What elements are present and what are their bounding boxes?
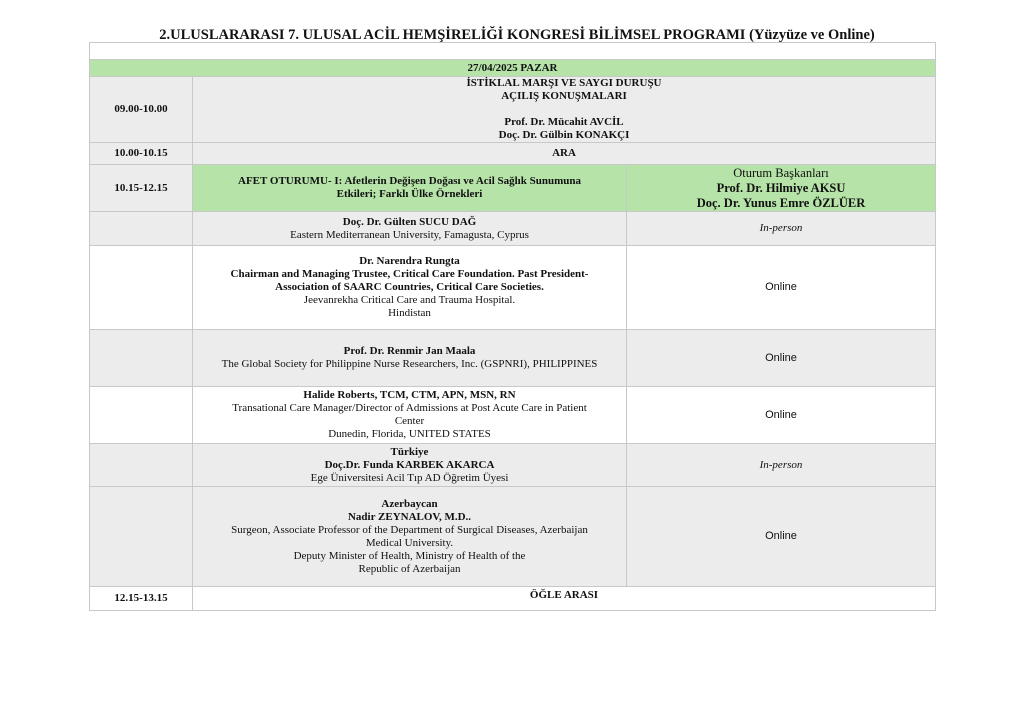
speaker-affiliation: Republic of Azerbaijan — [358, 562, 461, 575]
lunch-time: 12.15-13.15 — [90, 587, 193, 611]
speaker-name: Nadir ZEYNALOV, M.D.. — [347, 510, 472, 523]
break-time: 10.00-10.15 — [90, 143, 193, 165]
speaker-country: Azerbaycan — [381, 497, 438, 510]
session-title — [193, 165, 627, 212]
speaker-3 — [193, 330, 627, 387]
speaker-mode: In-person — [627, 444, 936, 487]
session-title-line2: Etkileri; Farklı Ülke Örnekleri — [336, 188, 483, 200]
speaker-affiliation: Eastern Mediterranean University, Famagusta, Cyprus — [290, 228, 529, 241]
lunch-row — [90, 587, 936, 611]
session-title-line1: AFET OTURUMU- I: Afetlerin Değişen Doğası ve Acil Sağlık Sunumuna — [238, 175, 581, 187]
chair-2: Doç. Dr. Yunus Emre ÖZLÜER — [696, 195, 866, 210]
opening-speaker2: Doç. Dr. Gülbin KONAKÇI — [498, 129, 630, 141]
speaker-1 — [193, 212, 627, 246]
speaker-2 — [193, 246, 627, 330]
speaker-row — [90, 246, 936, 330]
speaker-country: Türkiye — [390, 445, 429, 458]
break-label: ARA — [193, 143, 936, 165]
speaker-name: Dr. Narendra Rungta — [359, 255, 460, 267]
speaker-row — [90, 330, 936, 387]
speaker-name: Doç. Dr. Gülten SUCU DAĞ — [342, 215, 477, 228]
page-title: 2.ULUSLARARASI 7. ULUSAL ACİL HEMŞİRELİĞİ KONGRESİ BİLİMSEL PROGRAMI (Yüzyüze ve Online) — [159, 27, 875, 43]
date-row — [90, 60, 936, 77]
speaker-affiliation: Jeevanrekha Critical Care and Trauma Hospital. — [303, 294, 516, 306]
speaker-row — [90, 444, 936, 487]
speaker-name: Prof. Dr. Renmir Jan Maala — [343, 345, 476, 357]
speaker-affiliation: Center — [394, 415, 425, 427]
speaker-5 — [193, 444, 627, 487]
speaker-affiliation: Dunedin, Florida, UNITED STATES — [328, 428, 491, 440]
speaker-4 — [193, 387, 627, 444]
chairs-heading: Oturum Başkanları — [733, 165, 829, 180]
speaker-mode: Online — [627, 330, 936, 387]
speaker-name: Halide Roberts, TCM, CTM, APN, MSN, RN — [303, 389, 516, 401]
speaker-affiliation: Medical University. — [365, 536, 454, 549]
speaker-affiliation: Transational Care Manager/Director of Admissions at Post Acute Care in Patient — [232, 402, 587, 414]
speaker-name: Doç.Dr. Funda KARBEK AKARCA — [324, 458, 495, 471]
lunch-label: ÖĞLE ARASI — [193, 587, 936, 611]
speaker-affiliation: Deputy Minister of Health, Ministry of Health of the — [293, 549, 526, 562]
speaker-mode: In-person — [627, 212, 936, 246]
speaker-mode: Online — [627, 387, 936, 444]
chair-1: Prof. Dr. Hilmiye AKSU — [716, 180, 846, 195]
opening-speaker1: Prof. Dr. Mücahit AVCİL — [504, 116, 624, 128]
opening-line2: AÇILIŞ KONUŞMALARI — [501, 90, 627, 102]
top-blank-row — [90, 43, 936, 60]
opening-content — [193, 77, 936, 143]
opening-row — [90, 77, 936, 143]
break-row — [90, 143, 936, 165]
speaker-6 — [193, 487, 627, 587]
opening-time: 09.00-10.00 — [90, 77, 193, 143]
speaker-mode: Online — [627, 487, 936, 587]
session-time: 10.15-12.15 — [90, 165, 193, 212]
speaker-row — [90, 487, 936, 587]
speaker-affiliation: Surgeon, Associate Professor of the Department of Surgical Diseases, Azerbaijan — [231, 523, 588, 536]
speaker-title: Chairman and Managing Trustee, Critical Care Foundation. Past President- — [230, 268, 589, 280]
speaker-affiliation: Ege Üniversitesi Acil Tıp AD Öğretim Üyesi — [310, 471, 509, 484]
date-header: 27/04/2025 PAZAR — [90, 60, 936, 77]
opening-line1: İSTİKLAL MARŞI VE SAYGI DURUŞU — [466, 77, 662, 89]
speaker-row — [90, 387, 936, 444]
speaker-affiliation: The Global Society for Philippine Nurse Researchers, Inc. (GSPNRI), PHILIPPINES — [221, 358, 598, 370]
speaker-title: Association of SAARC Countries, Critical Care Societies. — [275, 281, 544, 293]
speaker-mode: Online — [627, 246, 936, 330]
speaker-affiliation: Hindistan — [388, 307, 431, 319]
session-chairs — [627, 165, 936, 212]
speaker-row — [90, 212, 936, 246]
session-row — [90, 165, 936, 212]
program-table — [89, 42, 936, 611]
